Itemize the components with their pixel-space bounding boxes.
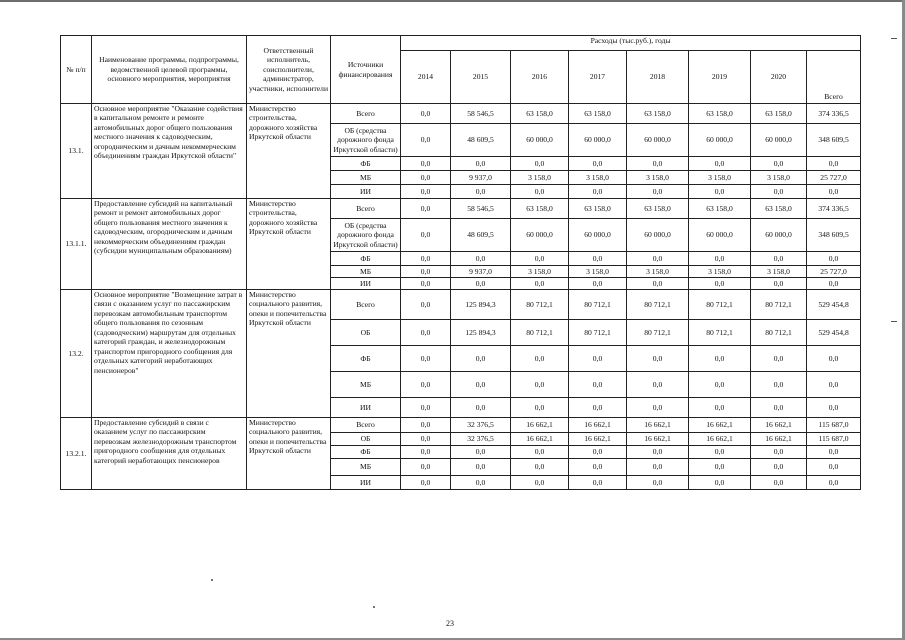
year-value: 0,0 xyxy=(751,185,807,199)
header-number: № п/п xyxy=(61,36,92,104)
year-value: 0,0 xyxy=(569,278,627,290)
table-row xyxy=(61,104,861,124)
year-value: 0,0 xyxy=(451,346,511,372)
year-value: 48 609,5 xyxy=(451,124,511,157)
total-value: 348 609,5 xyxy=(807,124,861,157)
year-value: 0,0 xyxy=(451,476,511,490)
item-responsible: Министерство строительства, дорожного хозяйства Иркутской области xyxy=(247,104,331,199)
year-value: 3 158,0 xyxy=(751,171,807,185)
item-number: 13.2.1. xyxy=(61,418,92,490)
total-value: 348 609,5 xyxy=(807,219,861,252)
funding-source: ОБ (средства дорожного фонда Иркутской области) xyxy=(331,219,401,252)
year-value: 0,0 xyxy=(751,446,807,459)
header-year-2019: 2019 xyxy=(689,51,751,104)
year-value: 60 000,0 xyxy=(689,124,751,157)
year-value: 0,0 xyxy=(627,459,689,476)
total-value: 0,0 xyxy=(807,398,861,418)
year-value: 3 158,0 xyxy=(511,266,569,278)
year-value: 0,0 xyxy=(401,446,451,459)
year-value: 0,0 xyxy=(451,252,511,266)
funding-source: Всего xyxy=(331,290,401,320)
total-value: 0,0 xyxy=(807,278,861,290)
item-responsible: Министерство социального развития, опеки и попечительства Иркутской области xyxy=(247,290,331,418)
year-value: 80 712,1 xyxy=(751,290,807,320)
year-value: 0,0 xyxy=(401,171,451,185)
year-value: 0,0 xyxy=(511,278,569,290)
year-value: 16 662,1 xyxy=(569,418,627,433)
funding-source: ФБ xyxy=(331,252,401,266)
funding-source: Всего xyxy=(331,199,401,219)
year-value: 60 000,0 xyxy=(511,219,569,252)
year-value: 58 546,5 xyxy=(451,199,511,219)
header-year-2020: 2020 xyxy=(751,51,807,104)
header-year-2016: 2016 xyxy=(511,51,569,104)
year-value: 0,0 xyxy=(401,346,451,372)
year-value: 0,0 xyxy=(401,290,451,320)
header-year-2018: 2018 xyxy=(627,51,689,104)
year-value: 0,0 xyxy=(689,476,751,490)
year-value: 3 158,0 xyxy=(627,266,689,278)
year-value: 0,0 xyxy=(569,157,627,171)
scan-mark xyxy=(891,321,897,322)
year-value: 0,0 xyxy=(627,252,689,266)
year-value: 80 712,1 xyxy=(511,320,569,346)
funding-source: ОБ xyxy=(331,433,401,446)
year-value: 0,0 xyxy=(401,199,451,219)
year-value: 0,0 xyxy=(511,398,569,418)
funding-source: ОБ xyxy=(331,320,401,346)
page-number: 23 xyxy=(446,619,454,628)
year-value: 63 158,0 xyxy=(627,199,689,219)
year-value: 0,0 xyxy=(401,372,451,398)
year-value: 63 158,0 xyxy=(689,199,751,219)
year-value: 0,0 xyxy=(401,278,451,290)
table-row xyxy=(61,199,861,219)
year-value: 3 158,0 xyxy=(511,171,569,185)
year-value: 0,0 xyxy=(627,185,689,199)
year-value: 63 158,0 xyxy=(569,199,627,219)
total-value: 0,0 xyxy=(807,346,861,372)
year-value: 60 000,0 xyxy=(569,124,627,157)
year-value: 80 712,1 xyxy=(751,320,807,346)
year-value: 0,0 xyxy=(569,398,627,418)
year-value: 16 662,1 xyxy=(751,418,807,433)
year-value: 0,0 xyxy=(751,252,807,266)
year-value: 16 662,1 xyxy=(751,433,807,446)
year-value: 0,0 xyxy=(627,157,689,171)
header-year-2017: 2017 xyxy=(569,51,627,104)
year-value: 32 376,5 xyxy=(451,418,511,433)
item-responsible: Министерство социального развития, опеки и попечительства Иркутской области xyxy=(247,418,331,490)
year-value: 3 158,0 xyxy=(689,171,751,185)
funding-source: ФБ xyxy=(331,446,401,459)
year-value: 60 000,0 xyxy=(511,124,569,157)
year-value: 125 894,3 xyxy=(451,320,511,346)
year-value: 0,0 xyxy=(451,398,511,418)
total-value: 115 687,0 xyxy=(807,418,861,433)
table-row xyxy=(61,418,861,433)
year-value: 0,0 xyxy=(569,346,627,372)
year-value: 0,0 xyxy=(751,157,807,171)
year-value: 63 158,0 xyxy=(569,104,627,124)
year-value: 0,0 xyxy=(751,372,807,398)
year-value: 0,0 xyxy=(689,252,751,266)
year-value: 0,0 xyxy=(569,446,627,459)
year-value: 0,0 xyxy=(511,446,569,459)
year-value: 0,0 xyxy=(401,104,451,124)
year-value: 0,0 xyxy=(751,346,807,372)
year-value: 0,0 xyxy=(627,398,689,418)
year-value: 3 158,0 xyxy=(569,171,627,185)
year-value: 3 158,0 xyxy=(689,266,751,278)
year-value: 125 894,3 xyxy=(451,290,511,320)
scan-speck xyxy=(373,606,375,608)
header-program-name: Наименование программы, подпрограммы, ведомственной целевой программы, основного мероприятия, мероприятия xyxy=(92,36,247,104)
total-value: 0,0 xyxy=(807,252,861,266)
year-value: 16 662,1 xyxy=(569,433,627,446)
year-value: 60 000,0 xyxy=(751,219,807,252)
year-value: 0,0 xyxy=(689,157,751,171)
year-value: 0,0 xyxy=(627,346,689,372)
funding-source: ИИ xyxy=(331,185,401,199)
funding-source: МБ xyxy=(331,266,401,278)
total-value: 374 336,5 xyxy=(807,199,861,219)
year-value: 0,0 xyxy=(451,278,511,290)
year-value: 0,0 xyxy=(401,252,451,266)
year-value: 60 000,0 xyxy=(627,124,689,157)
year-value: 0,0 xyxy=(401,219,451,252)
year-value: 48 609,5 xyxy=(451,219,511,252)
total-value: 25 727,0 xyxy=(807,266,861,278)
header-responsible: Ответственный исполнитель, соисполнители, администратор, участники, исполнители xyxy=(247,36,331,104)
year-value: 0,0 xyxy=(511,185,569,199)
year-value: 16 662,1 xyxy=(511,433,569,446)
year-value: 16 662,1 xyxy=(627,433,689,446)
item-number: 13.2. xyxy=(61,290,92,418)
funding-source: ИИ xyxy=(331,398,401,418)
year-value: 0,0 xyxy=(627,278,689,290)
year-value: 0,0 xyxy=(689,185,751,199)
budget-table xyxy=(60,35,861,490)
year-value: 0,0 xyxy=(511,372,569,398)
funding-source: ИИ xyxy=(331,278,401,290)
year-value: 0,0 xyxy=(511,459,569,476)
item-number: 13.1.1. xyxy=(61,199,92,290)
year-value: 32 376,5 xyxy=(451,433,511,446)
year-value: 0,0 xyxy=(751,398,807,418)
year-value: 0,0 xyxy=(401,124,451,157)
funding-source: ФБ xyxy=(331,157,401,171)
item-name: Предоставление субсидий в связи с оказанием услуг по пассажирским перевозкам железнодорожным транспортом пригородного сообщения для отдельных категорий неработающих пенсионеров xyxy=(92,418,247,490)
year-value: 0,0 xyxy=(689,372,751,398)
year-value: 0,0 xyxy=(569,372,627,398)
year-value: 0,0 xyxy=(511,157,569,171)
item-name: Предоставление субсидий на капитальный ремонт и ремонт автомобильных дорог общего пользования местного значения к садоводческим, огородническим и дачным некоммерческим объединениям граждан (субсидии муниципальным образованиям) xyxy=(92,199,247,290)
year-value: 0,0 xyxy=(401,266,451,278)
year-value: 0,0 xyxy=(451,459,511,476)
year-value: 0,0 xyxy=(751,278,807,290)
year-value: 0,0 xyxy=(751,459,807,476)
year-value: 9 937,0 xyxy=(451,266,511,278)
year-value: 0,0 xyxy=(451,446,511,459)
funding-source: ИИ xyxy=(331,476,401,490)
funding-source: Всего xyxy=(331,418,401,433)
year-value: 0,0 xyxy=(401,433,451,446)
year-value: 0,0 xyxy=(569,252,627,266)
year-value: 58 546,5 xyxy=(451,104,511,124)
year-value: 63 158,0 xyxy=(751,104,807,124)
year-value: 0,0 xyxy=(751,476,807,490)
year-value: 80 712,1 xyxy=(689,290,751,320)
header-total: Всего xyxy=(807,51,861,104)
year-value: 0,0 xyxy=(627,446,689,459)
item-responsible: Министерство строительства, дорожного хозяйства Иркутской области xyxy=(247,199,331,290)
year-value: 60 000,0 xyxy=(689,219,751,252)
scan-speck xyxy=(211,579,213,581)
year-value: 80 712,1 xyxy=(627,320,689,346)
total-value: 0,0 xyxy=(807,157,861,171)
funding-source: ОБ (средства дорожного фонда Иркутской области) xyxy=(331,124,401,157)
year-value: 0,0 xyxy=(401,320,451,346)
table-row xyxy=(61,290,861,320)
year-value: 60 000,0 xyxy=(751,124,807,157)
year-value: 63 158,0 xyxy=(511,199,569,219)
year-value: 16 662,1 xyxy=(689,418,751,433)
header-funding-sources: Источники финансирования xyxy=(331,36,401,104)
year-value: 0,0 xyxy=(401,398,451,418)
header-year-2014: 2014 xyxy=(401,51,451,104)
funding-source: МБ xyxy=(331,459,401,476)
year-value: 80 712,1 xyxy=(569,320,627,346)
table-body xyxy=(61,104,861,490)
total-value: 0,0 xyxy=(807,459,861,476)
item-name: Основное мероприятие "Оказание содействия в капитальном ремонте и ремонте автомобильных дорог общего пользования местного значения к садоводческим, огородническим и дачным некоммерческим объединениям граждан Иркутской области" xyxy=(92,104,247,199)
year-value: 0,0 xyxy=(689,278,751,290)
item-number: 13.1. xyxy=(61,104,92,199)
year-value: 0,0 xyxy=(569,459,627,476)
year-value: 80 712,1 xyxy=(569,290,627,320)
year-value: 60 000,0 xyxy=(569,219,627,252)
funding-source: МБ xyxy=(331,372,401,398)
year-value: 80 712,1 xyxy=(627,290,689,320)
year-value: 0,0 xyxy=(511,476,569,490)
header-year-2015: 2015 xyxy=(451,51,511,104)
header-expenses: Расходы (тыс.руб.), годы xyxy=(401,36,861,51)
year-value: 63 158,0 xyxy=(627,104,689,124)
year-value: 0,0 xyxy=(689,459,751,476)
total-value: 0,0 xyxy=(807,372,861,398)
year-value: 16 662,1 xyxy=(511,418,569,433)
year-value: 0,0 xyxy=(511,346,569,372)
year-value: 9 937,0 xyxy=(451,171,511,185)
scan-mark xyxy=(891,38,897,39)
total-value: 25 727,0 xyxy=(807,171,861,185)
funding-source: МБ xyxy=(331,171,401,185)
year-value: 0,0 xyxy=(401,476,451,490)
year-value: 16 662,1 xyxy=(627,418,689,433)
year-value: 0,0 xyxy=(451,157,511,171)
year-value: 0,0 xyxy=(401,157,451,171)
year-value: 16 662,1 xyxy=(689,433,751,446)
year-value: 63 158,0 xyxy=(511,104,569,124)
year-value: 0,0 xyxy=(627,476,689,490)
year-value: 63 158,0 xyxy=(751,199,807,219)
year-value: 0,0 xyxy=(511,252,569,266)
item-name: Основное мероприятие "Возмещение затрат в связи с оказанием услуг по пассажирским перевозкам автомобильным транспортом общего пользования по сезонным (садоводческим) маршрутам для отдельных категорий граждан, и железнодорожным транспортом пригородного сообщения для отдельных категорий неработающих пенсионеров" xyxy=(92,290,247,418)
year-value: 60 000,0 xyxy=(627,219,689,252)
funding-source: ФБ xyxy=(331,346,401,372)
total-value: 0,0 xyxy=(807,185,861,199)
year-value: 0,0 xyxy=(689,398,751,418)
year-value: 0,0 xyxy=(401,459,451,476)
total-value: 529 454,8 xyxy=(807,290,861,320)
year-value: 3 158,0 xyxy=(627,171,689,185)
year-value: 80 712,1 xyxy=(511,290,569,320)
year-value: 0,0 xyxy=(401,418,451,433)
year-value: 0,0 xyxy=(401,185,451,199)
year-value: 63 158,0 xyxy=(689,104,751,124)
year-value: 3 158,0 xyxy=(751,266,807,278)
year-value: 0,0 xyxy=(451,185,511,199)
year-value: 0,0 xyxy=(569,476,627,490)
total-value: 374 336,5 xyxy=(807,104,861,124)
year-value: 0,0 xyxy=(689,446,751,459)
year-value: 0,0 xyxy=(689,346,751,372)
total-value: 0,0 xyxy=(807,476,861,490)
year-value: 80 712,1 xyxy=(689,320,751,346)
year-value: 0,0 xyxy=(627,372,689,398)
year-value: 0,0 xyxy=(451,372,511,398)
funding-source: Всего xyxy=(331,104,401,124)
scan-border-top xyxy=(0,0,905,2)
year-value: 3 158,0 xyxy=(569,266,627,278)
total-value: 0,0 xyxy=(807,446,861,459)
year-value: 0,0 xyxy=(569,185,627,199)
total-value: 115 687,0 xyxy=(807,433,861,446)
total-value: 529 454,8 xyxy=(807,320,861,346)
